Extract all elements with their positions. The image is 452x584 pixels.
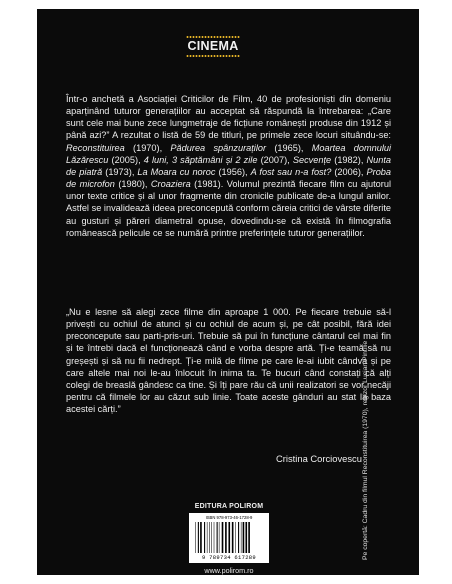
- barcode-bars: [195, 522, 263, 553]
- barcode-bar: [207, 522, 208, 553]
- barcode-bar: [204, 522, 205, 553]
- barcode-bar: [214, 522, 215, 553]
- description-paragraph: [66, 93, 391, 239]
- text-run: (1981). Volumul prezintă fiecare film cu ajutorul unor texte critice și al unor fragmente din cronicile publicate de-a lungul anilor. Astfel se invalidează ideea preconcepută conform căreia critici de vârste diferite au gusturi și păreri diametral opuse, dovedindu-se că există în filmografia românească pelicule ce se numără printre preferințele tuturor generațiilor.: [66, 179, 391, 238]
- film-title: Pădurea spânzuraților: [170, 142, 267, 153]
- film-title: Secvențe: [292, 154, 332, 165]
- text-run: (2006),: [331, 166, 367, 177]
- text-run: (1965),: [266, 142, 312, 153]
- quote-paragraph: „Nu e lesne să alegi zece filme din aproape 1 000. Pe fiecare trebuie să-l privești cu ochiul de atunci și cu ochiul de acum și, pe cât posibil, fără idei preconcepute sau parti-pris-uri. Trebuie să pui în funcțiune cântarul cel mai fin și te întrebi dacă el funcționează când e vorba despre artă. Ți-e teamă să nu greșești și să nu fii nedrept. Ți-e milă de filme pe care le-ai iubit cândva și pe care altele mai noi le-au înlocuit în inima ta. Te bucuri când constați că alți colegi de breaslă gândesc ca tine. Și îți pare rău că unii realizatori se vor necăji pentru că filmele lor au căzut sub linie. Toate aceste gânduri au stat la baza acestei cărți.”: [66, 307, 391, 415]
- barcode-bar: [238, 522, 239, 553]
- barcode-bar: [228, 522, 230, 553]
- barcode-digits: 9 789734 617289: [201, 554, 256, 561]
- barcode-bar: [219, 522, 220, 553]
- film-title: Proba de microfon: [66, 166, 392, 190]
- text-run: (2005),: [108, 154, 144, 165]
- film-title: A fost sau n-a fost?: [250, 166, 332, 177]
- film-title: Croaziera: [150, 179, 191, 190]
- barcode-bar: [211, 522, 212, 553]
- publisher-name: EDITURA POLIROM: [194, 503, 264, 510]
- barcode-bar: [200, 522, 202, 553]
- film-strip-dots-bottom: [186, 55, 240, 57]
- barcode-bar: [198, 522, 199, 553]
- barcode-bar: [232, 522, 234, 553]
- isbn-label: ISBN 978-973-46-1728-9: [205, 515, 253, 520]
- film-title: La Moara cu noroc: [137, 166, 216, 177]
- text-run: (1970),: [124, 142, 171, 153]
- barcode-bar: [245, 522, 247, 553]
- cover-photo-credit: Pe copertă: Cadru din filmul Reconstituirea (1970), regizor Lucian Pintilie: [362, 340, 369, 560]
- barcode-bar: [222, 522, 224, 553]
- text-run: Într-o anchetă a Asociației Criticilor de Film, 40 de profesioniști din domeniu aparținând tuturor generațiilor au acceptat să răspundă la întrebarea: „Care sunt cele mai bune zece lungmetraje de ficțiune românești produse din 1912 și până azi?” A rezultat o listă de 59 de titluri, pe primele zece locuri situându-se:: [66, 94, 391, 141]
- film-title: Reconstituirea: [66, 142, 125, 153]
- publisher-website: www.polirom.ro: [204, 566, 254, 575]
- film-title: 4 luni, 3 săptămâni și 2 zile: [143, 154, 258, 165]
- logo-text: CINEMA: [187, 39, 239, 53]
- text-run: (1956),: [215, 166, 251, 177]
- barcode-bar: [243, 522, 245, 553]
- barcode-bar: [195, 522, 196, 553]
- barcode-bar: [248, 522, 250, 553]
- text-run: (2007),: [257, 154, 293, 165]
- barcode-bar: [235, 522, 236, 553]
- barcode-bar: [217, 522, 218, 553]
- text-run: (1973),: [102, 166, 138, 177]
- film-title: Moartea domnului Lăzărescu: [66, 142, 392, 165]
- barcode: [189, 513, 269, 563]
- text-run: (1982),: [331, 154, 367, 165]
- cinema-logo: [185, 35, 241, 57]
- film-title: Nunta de piatră: [66, 154, 392, 177]
- text-run: (1980),: [114, 179, 151, 190]
- quote-author: Cristina Corciovescu: [276, 453, 362, 464]
- barcode-bar: [241, 522, 242, 553]
- barcode-bar: [225, 522, 227, 553]
- barcode-bar: [209, 522, 210, 553]
- film-strip-dots-top: [186, 36, 240, 38]
